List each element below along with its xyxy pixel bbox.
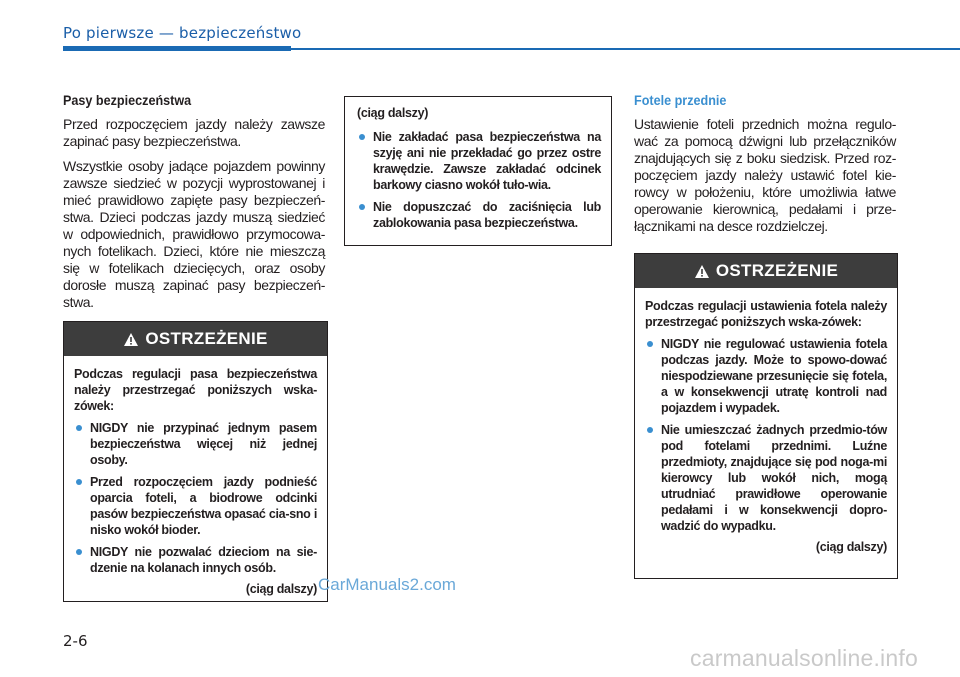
- continued-label: (ciąg dalszy): [815, 540, 887, 554]
- bullet-icon: [359, 134, 365, 140]
- warning-list: [645, 336, 887, 534]
- watermark-carmanuals2: CarManuals2.com: [318, 575, 456, 594]
- bullet-icon: [647, 341, 653, 347]
- front-seats-heading: Fotele przednie: [634, 92, 727, 108]
- seat-warning-box: [634, 253, 898, 579]
- warning-item: Nie dopuszczać do zaciśnięcia lub zablokowania pasa bezpieczeństwa.: [357, 199, 601, 231]
- warning-item: NIGDY nie pozwalać dzieciom na sie-dzenie na kolanach innych osób.: [74, 544, 317, 576]
- bullet-icon: [76, 549, 82, 555]
- warning-intro: Podczas regulacji pasa bezpieczeństwa należy przestrzegać poniższych wska-zówek:: [74, 367, 317, 413]
- seatbelts-paragraph-1: Przed rozpoczęciem jazdy należy zawsze zapinać pasy bezpieczeństwa.: [63, 116, 325, 149]
- continued-header: (ciąg dalszy): [357, 106, 429, 120]
- bullet-icon: [76, 425, 82, 431]
- page-number: 2-6: [63, 632, 88, 650]
- warning-item: Nie zakładać pasa bezpieczeństwa na szyję ani nie przekładać go przez ostre krawędzie. Zawsze zakładać odcinek barkowy ciasno wokół tuło-wia.: [357, 129, 601, 193]
- left-column: [63, 92, 325, 319]
- seatbelts-paragraph-2: Wszystkie osoby jadące pojazdem powinny zawsze siedzieć w pozycji wyprostowanej i mieć prawidłowo zapięte pasy bezpieczeń-stwa. Dzieci podczas jazdy muszą siedzieć w odpowiednich, prawidłowo przymocowa-nych fotelikach. Dzieci, które nie mieszczą się w fotelikach dziecięcych, oraz osoby dorosłe muszą zapinać pasy bezpieczeń-stwa.: [63, 158, 325, 310]
- front-seats-paragraph: Ustawienie foteli przednich można regulo-wać za pomocą dźwigni lub przełączników znajdujących się z boku siedzisk. Przed roz-poczęciem jazdy należy ustawić fotel kie-rowcy w położeniu, które umożliwia łatwe operowanie kierownicą, pedałami i prze-łącznikami na desce rozdzielczej.: [634, 116, 896, 234]
- warning-list: [74, 420, 317, 576]
- warning-title: OSTRZEŻENIE: [145, 329, 268, 348]
- header-rule-accent: [63, 46, 291, 51]
- continued-list: [357, 129, 601, 231]
- warning-item: NIGDY nie regulować ustawienia fotela podczas jazdy. Może to spowo-dować niespodziewane przesunięcie się fotela, a w konsekwencji utratę kontroli nad pojazdem i wypadek.: [645, 336, 887, 416]
- continued-label: (ciąg dalszy): [245, 582, 317, 596]
- seatbelts-heading: Pasy bezpieczeństwa: [63, 92, 192, 108]
- warning-item: Przed rozpoczęciem jazdy podnieść oparcia foteli, a biodrowe odcinki pasów bezpieczeństwa opasać cia-sno i nisko wokół bioder.: [74, 474, 317, 538]
- watermark-carmanualsonline: carmanualsonline.info: [690, 645, 918, 671]
- warning-title: OSTRZEŻENIE: [715, 261, 839, 280]
- section-title: Po pierwsze — bezpieczeństwo: [63, 24, 302, 42]
- warning-intro: Podczas regulacji ustawienia fotela należy przestrzegać poniższych wska-zówek:: [645, 299, 887, 329]
- warning-item: NIGDY nie przypinać jednym pasem bezpieczeństwa więcej niż jednej osoby.: [74, 420, 317, 468]
- warning-triangle-icon: [694, 264, 710, 279]
- right-column: [634, 92, 896, 243]
- seatbelt-warning-box: [63, 321, 328, 602]
- warning-header: [64, 322, 327, 356]
- warning-header: [635, 254, 897, 288]
- bullet-icon: [359, 204, 365, 210]
- warning-triangle-icon: [123, 332, 139, 347]
- seatbelt-continued-box: [344, 96, 612, 246]
- bullet-icon: [76, 479, 82, 485]
- warning-item: Nie umieszczać żadnych przedmio-tów pod fotelami przednimi. Luźne przedmioty, znajdujące się pod noga-mi kierowcy lub wokół nich, mogą utrudniać prawidłowe operowanie pedałami i w konsekwencji dopro-wadzić do wypadku.: [645, 422, 887, 534]
- bullet-icon: [647, 427, 653, 433]
